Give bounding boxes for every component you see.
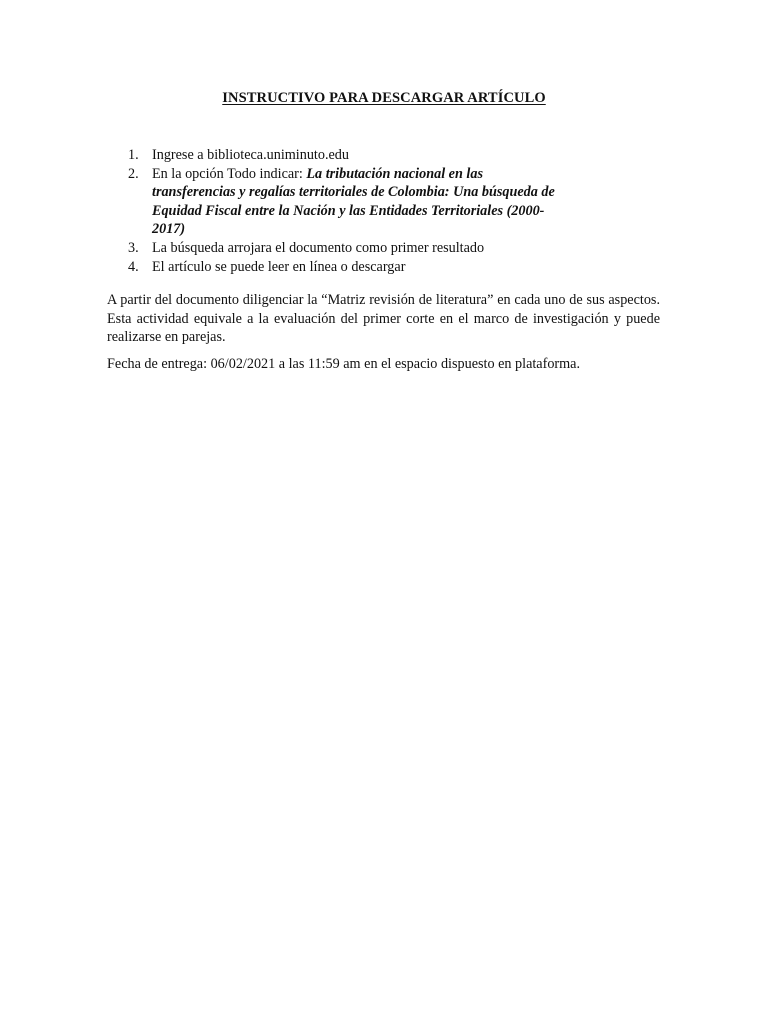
step-text: El artículo se puede leer en línea o descargar [152,258,406,275]
step-number: 2. [128,165,139,182]
due-date-paragraph: Fecha de entrega: 06/02/2021 a las 11:59 am en el espacio dispuesto en plataforma. [107,356,581,372]
list-item [128,258,568,277]
list-item [128,165,568,239]
step-number: 1. [128,147,139,163]
article-title: La tributación nacional en las transferencias y regalías territoriales de Colombia: Una búsqueda de Equidad Fiscal entre la Nación y las Entidades Territoriales (2000-2017) [152,165,555,238]
instruction-list [128,146,568,276]
step-text: La búsqueda arrojara el documento como primer resultado [152,239,485,256]
activity-paragraph: A partir del documento diligenciar la “Matriz revisión de literatura” en cada uno de sus aspectos. Esta actividad equivale a la evaluación del primer corte en el marco de investigación y puede realizarse en parejas. [107,292,660,346]
list-item [128,146,568,165]
document-title: INSTRUCTIVO PARA DESCARGAR ARTÍCULO [222,90,546,106]
list-item [128,239,568,258]
step-number: 4. [128,258,139,275]
step-text: En la opción Todo indicar: [152,165,307,182]
step-text: Ingrese a biblioteca.uniminuto.edu [152,147,349,163]
step-number: 3. [128,239,139,256]
